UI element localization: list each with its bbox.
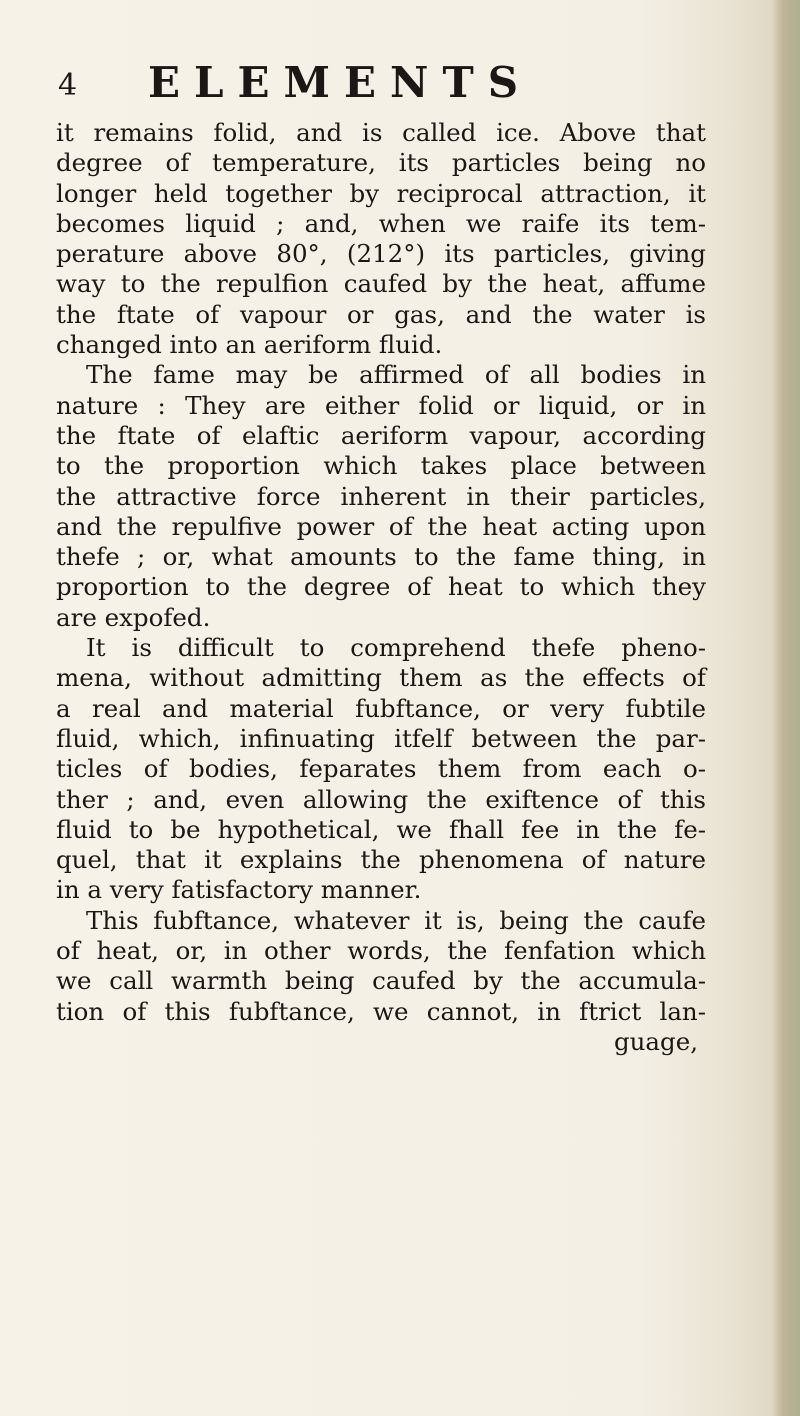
body-text: [56, 118, 706, 1057]
text-line: the attractive force inherent in their particles,: [56, 481, 706, 511]
catchword: guage,: [613, 1026, 698, 1056]
text-line: in a very fatisfactory manner.: [56, 875, 422, 905]
text-line: a real and material fubftance, or very fubtile: [56, 693, 706, 723]
text-line: changed into an aeriform fluid.: [56, 330, 443, 360]
page-header: [58, 58, 658, 110]
text-line: are expofed.: [56, 602, 211, 632]
text-line: longer held together by reciprocal attraction, it: [56, 178, 706, 208]
text-line: it remains folid, and is called ice. Above that: [56, 118, 706, 147]
page-edge: [772, 0, 800, 1416]
text-line: way to the repulfion caufed by the heat, affume: [56, 269, 706, 299]
text-line: tion of this fubftance, we cannot, in ftrict lan-: [56, 996, 706, 1026]
text-line: The fame may be affirmed of all bodies in: [86, 360, 706, 390]
text-line: ticles of bodies, feparates them from each o-: [56, 754, 706, 784]
text-line: ther ; and, even allowing the exiftence of this: [56, 784, 706, 814]
text-line: the ftate of elaftic aeriform vapour, according: [56, 420, 706, 450]
text-line: thefe ; or, what amounts to the fame thing, in: [56, 542, 706, 572]
text-line: perature above 80°, (212°) its particles, giving: [56, 239, 706, 269]
text-line: becomes liquid ; and, when we raife its tem-: [56, 208, 706, 238]
text-line: proportion to the degree of heat to which they: [56, 572, 706, 602]
page-number: 4: [58, 68, 78, 103]
text-line: It is difficult to comprehend thefe pheno-: [86, 633, 706, 663]
text-line: fluid to be hypothetical, we fhall fee in the fe-: [56, 814, 706, 844]
text-line: we call warmth being caufed by the accumula-: [56, 966, 706, 996]
text-line: of heat, or, in other words, the fenfation which: [56, 936, 706, 966]
text-line: to the proportion which takes place between: [56, 451, 706, 481]
running-title: ELEMENTS: [148, 58, 533, 107]
text-line: and the repulfive power of the heat acting upon: [56, 511, 706, 541]
text-line: mena, without admitting them as the effects of: [56, 663, 706, 693]
text-line: nature : They are either folid or liquid, or in: [56, 390, 706, 420]
text-line: This fubftance, whatever it is, being the caufe: [86, 905, 706, 935]
text-line: fluid, which, infinuating itfelf between the par-: [56, 723, 706, 753]
text-line: degree of temperature, its particles being no: [56, 148, 706, 178]
text-line: quel, that it explains the phenomena of nature: [56, 845, 706, 875]
text-line: the ftate of vapour or gas, and the water is: [56, 299, 706, 329]
